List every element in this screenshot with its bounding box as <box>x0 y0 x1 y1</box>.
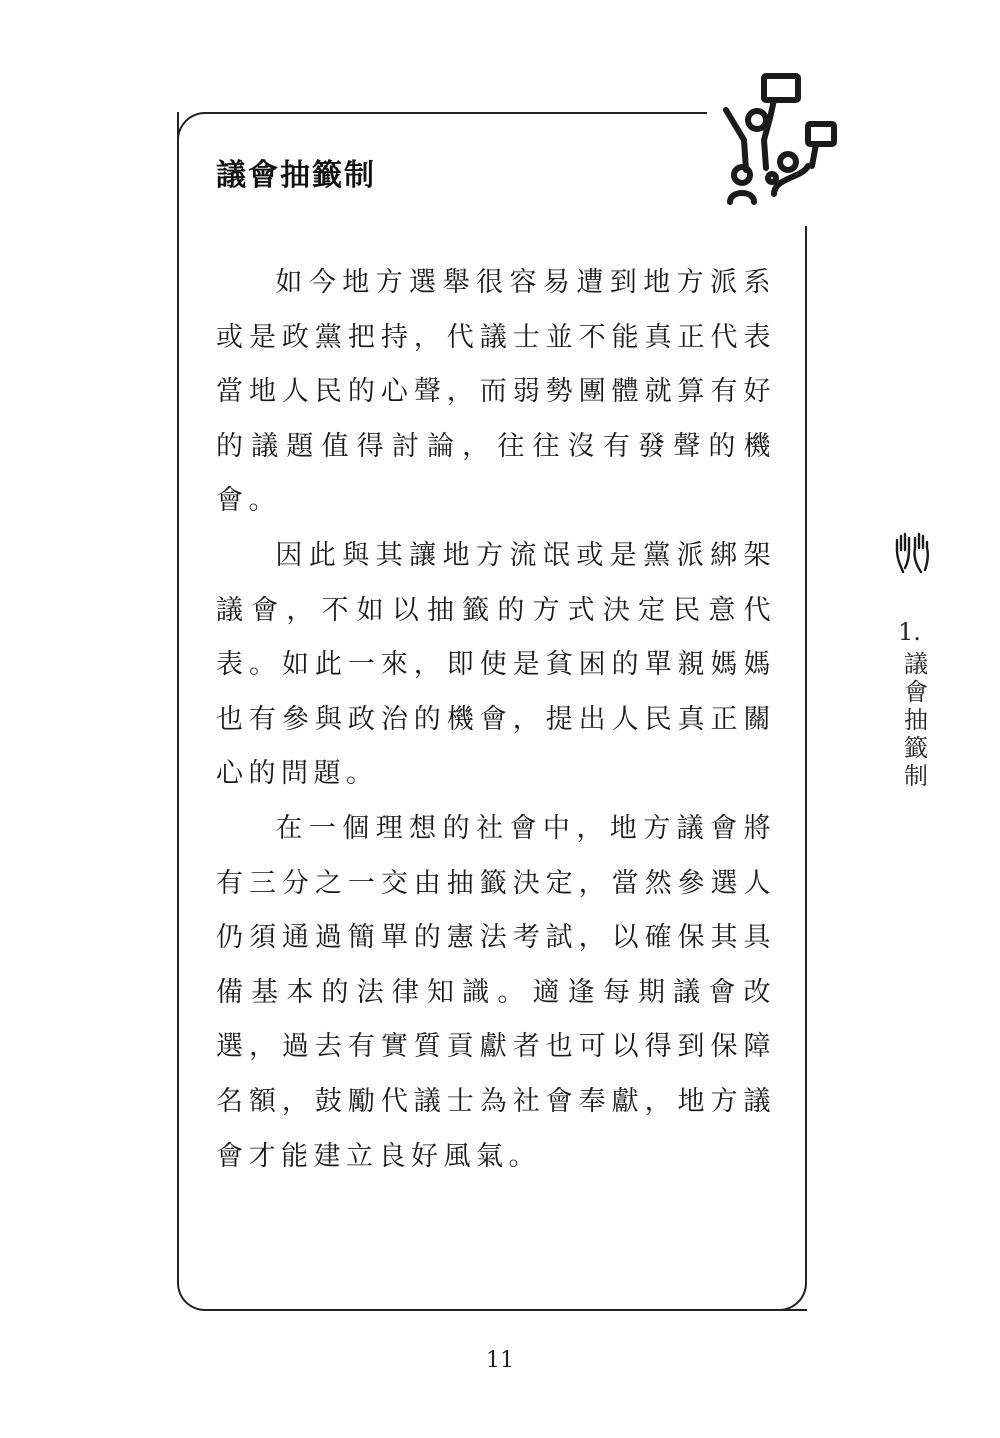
section-side-title: 議會抽籤制 <box>904 650 928 790</box>
content-box-top-edge <box>177 112 707 142</box>
content-box-right-edge <box>777 226 807 1311</box>
paragraph: 在一個理想的社會中，地方議會將有三分之一交由抽籤決定，當然參選人仍須通過簡單的憲法考試，以確保其具備基本的法律知識。適逢每期議會改選，過去有實質貢獻者也可以得到保障名額，鼓勵代議士為社會奉獻，地方議會才能建立良好風氣。 <box>216 812 776 1172</box>
article-body <box>216 256 776 1184</box>
page-number: 11 <box>486 1348 514 1373</box>
paragraph: 因此與其讓地方流氓或是黨派綁架議會，不如以抽籤的方式決定民意代表。如此一來，即使是貧困的單親媽媽也有參與政治的機會，提出人民真正關心的問題。 <box>216 539 776 790</box>
page-title: 議會抽籤制 <box>216 158 376 193</box>
paragraph: 如今地方選舉很容易遭到地方派系或是政黨把持，代議士並不能真正代表當地人民的心聲，而弱勢團體就算有好的議題值得討論，往往沒有發聲的機會。 <box>216 267 776 517</box>
section-number: 1. <box>898 618 921 646</box>
protest-people-icon <box>712 70 842 205</box>
raised-hands-icon <box>893 528 933 576</box>
